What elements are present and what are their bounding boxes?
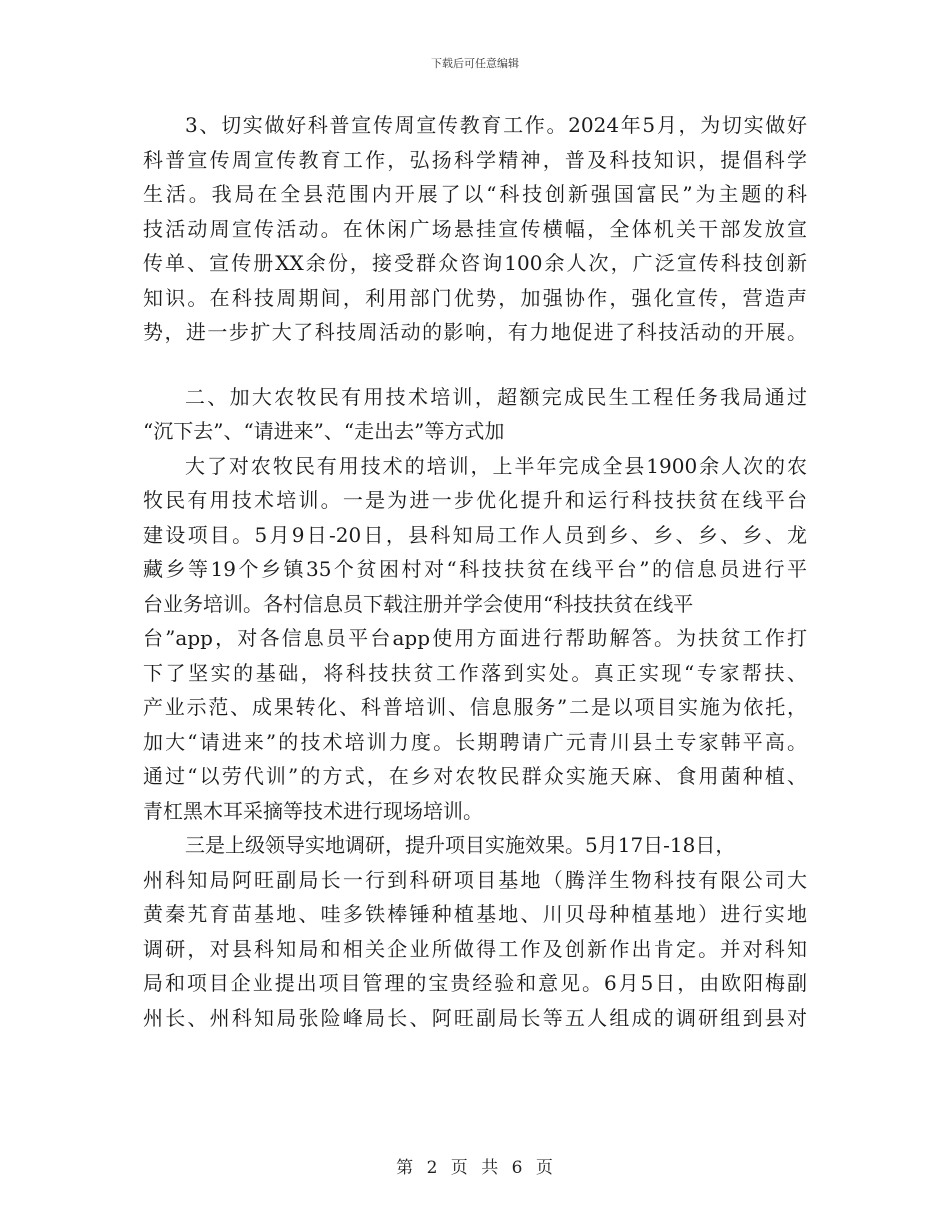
text-line: 势，进一步扩大了科技周活动的影响，有力地促进了科技活动的开展。 (143, 320, 807, 344)
text-line: 牧民有用技术培训。一是为进一步优化提升和运行科技扶贫在线平台 (143, 488, 807, 512)
text-line: 青杠黑木耳采摘等技术进行现场培训。 (143, 798, 483, 823)
text-line: 加大“请进来”的技术培训力度。长期聘请广元青川县土专家韩平高。 (143, 729, 807, 754)
text-line: 藏乡等19个乡镇35个贫困村对“科技扶贫在线平台”的信息员进行平 (143, 557, 807, 581)
text-line: 知识。在科技周期间，利用部门优势，加强协作，强化宣传，营造声 (143, 285, 807, 310)
text-line: 台业务培训。各村信息员下载注册并学会使用“科技扶贫在线平 (143, 591, 694, 616)
text-line: 调研，对县科知局和相关企业所做得工作及创新作出肯定。并对科知 (143, 936, 807, 961)
text-line: 科普宣传周宣传教育工作，弘扬科学精神，普及科技知识，提倡科学 (143, 147, 807, 172)
text-line: “沉下去”、“请进来”、“走出去”等方式加 (143, 419, 505, 443)
text-line: 黄秦艽育苗基地、哇多铁棒锤种植基地、川贝母种植基地）进行实地 (143, 902, 807, 926)
paragraph-leadership-visit (143, 828, 807, 1035)
text-line: 通过“以劳代训”的方式，在乡对农牧民群众实施天麻、食用菌种植、 (143, 764, 807, 788)
paragraph-spacer (143, 350, 807, 380)
paragraph-science-week (143, 108, 807, 350)
document-body (143, 108, 807, 1035)
text-line: 州长、州科知局张险峰局长、阿旺副局长等五人组成的调研组到县对 (143, 1005, 807, 1030)
paragraph-training (143, 449, 807, 829)
text-line: 产业示范、成果转化、科普培训、信息服务”二是以项目实施为依托， (143, 695, 807, 719)
text-line: 局和项目企业提出项目管理的宝贵经验和意见。6月5日，由欧阳梅副 (143, 971, 807, 995)
text-line: 大了对农牧民有用技术的培训，上半年完成全县1900余人次的农 (185, 453, 807, 478)
page-header: 下载后可任意编辑 (431, 57, 519, 70)
text-line: 二、加大农牧民有用技术培训，超额完成民生工程任务我局通过 (185, 384, 807, 409)
text-line: 下了坚实的基础，将科技扶贫工作落到实处。真正实现“专家帮扶、 (143, 660, 807, 685)
text-line: 技活动周宣传活动。在休闲广场悬挂宣传横幅，全体机关干部发放宣 (143, 216, 807, 241)
text-line: 州科知局阿旺副局长一行到科研项目基地（腾洋生物科技有限公司大 (143, 867, 807, 892)
text-line: 3、切实做好科普宣传周宣传教育工作。2024年5月，为切实做好 (185, 113, 807, 137)
text-line: 台”app，对各信息员平台app使用方面进行帮助解答。为扶贫工作打 (143, 626, 807, 650)
text-line: 建设项目。5月9日-20日，县科知局工作人员到乡、乡、乡、乡、龙 (143, 522, 807, 547)
text-line: 生活。我局在全县范围内开展了以“科技创新强国富民”为主题的科 (143, 182, 807, 206)
text-line: 三是上级领导实地调研，提升项目实施效果。5月17日-18日， (185, 833, 736, 857)
page-number-footer: 第 2 页 共 6 页 (396, 1158, 554, 1178)
paragraph-section-two-heading (143, 380, 807, 449)
text-line: 传单、宣传册XX余份，接受群众咨询100余人次，广泛宣传科技创新 (143, 251, 807, 275)
